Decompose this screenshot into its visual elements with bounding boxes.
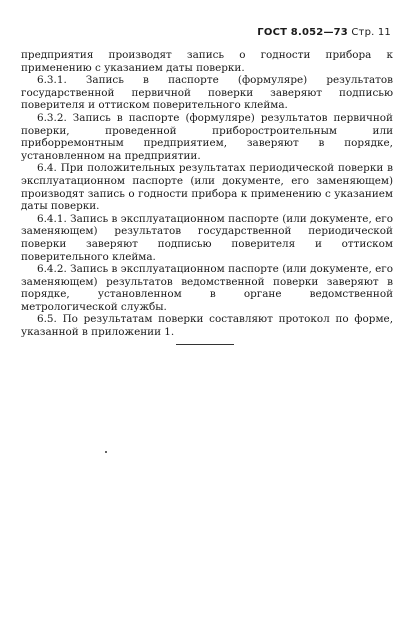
paragraph-6-3-2: 6.3.2. Запись в паспорте (формуляре) результатов первичной поверки, проведенной приборостроительным или приборремонтным предприятием, заверяют в порядке, установленном на предприятии.	[21, 111, 393, 162]
paragraph-6-3-1: 6.3.1. Запись в паспорте (формуляре) результатов государственной первичной поверки заверяют подписью поверителя и оттиском поверительного клейма.	[21, 74, 393, 112]
standard-number: ГОСТ 8.052—73	[257, 27, 348, 38]
paragraph-6-4-1: 6.4.1. Запись в эксплуатационном паспорте (или документе, его заменяющем) результатов государственной периодической поверки заверяют подписью поверителя и оттиском поверительного клейма.	[21, 212, 393, 263]
section-end-rule	[176, 344, 234, 345]
paragraph-6-4-2: 6.4.2. Запись в эксплуатационном паспорте (или документе, его заменяющем) результатов ведомственной поверки заверяют в порядке, установленном в органе ведомственной метрологической службы.	[21, 263, 393, 313]
page-header	[257, 27, 391, 38]
page-number: Стр. 11	[351, 27, 391, 38]
paragraph-6-4: 6.4. При положительных результатах периодической поверки в эксплуатационном паспорте (или документе, его заменяющем) производят запись о годности прибора к применению с указанием даты поверки.	[21, 162, 393, 213]
paragraph-6-5: 6.5. По результатам поверки составляют протокол по форме, указанной в приложении 1.	[21, 313, 393, 339]
document-body	[21, 49, 393, 339]
paragraph-continuation: предприятия производят запись о годности прибора к применению с указанием даты поверки.	[21, 49, 393, 74]
print-speck	[105, 451, 107, 453]
